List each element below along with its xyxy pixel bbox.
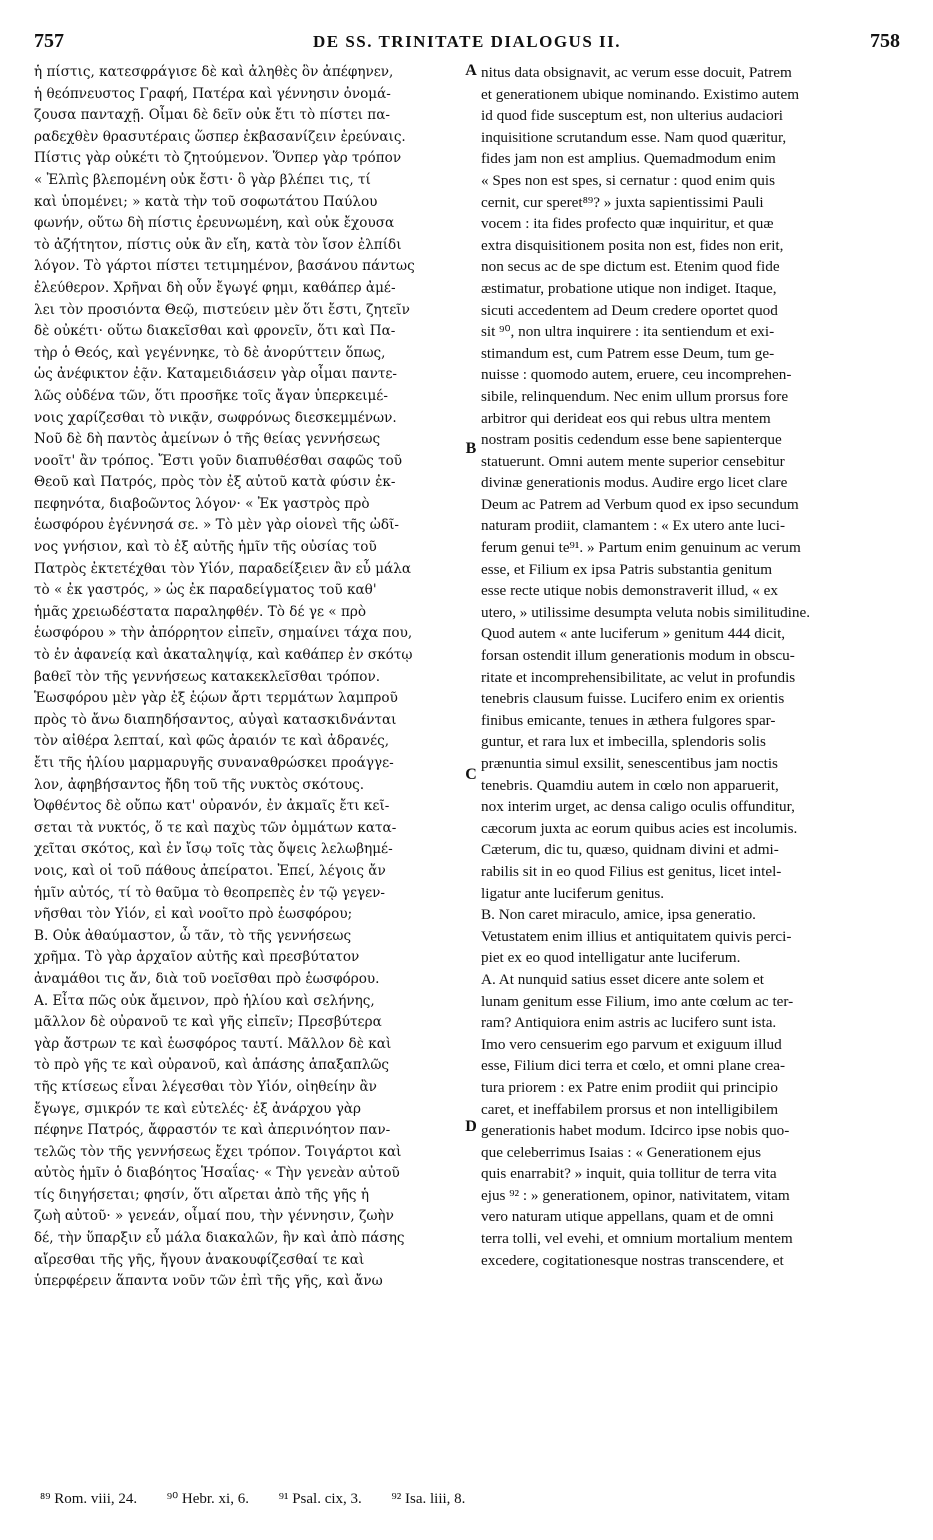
latin-text-line: finibus emicante, tenues in æthera fulgores spar- (481, 711, 776, 729)
latin-text-line: nostram positis cedendum esse bene sapienterque (481, 431, 782, 449)
page-number-left: 757 (34, 30, 64, 52)
latin-text-line: statuerunt. Omni autem mente superior censebitur (481, 452, 785, 470)
latin-text-line: caret, et ineffabilem prorsus et non intelligibilem (481, 1100, 779, 1118)
greek-text-line: τελῶς τὸν τῆς γεννήσεως ἔχει τρόπον. Τοιγάρτοι καὶ (34, 1143, 402, 1160)
greek-text-line: χρῆμα. Τὸ γὰρ ἀρχαῖον αὐτῆς καὶ πρεσβύτατον (34, 949, 360, 966)
greek-text-line: χεῖται σκότος, καὶ ἐν ἴσῳ τοῖς τὰς ὄψεις λελωβημέ- (34, 841, 393, 858)
greek-text-line: ἔτι τῆς ἡλίου μαρμαρυγῆς συναναθρώσκει προάγγε- (34, 755, 394, 771)
greek-text-line: Β. Οὐκ ἀθαύμαστον, ὦ τᾶν, τὸ τῆς γεννήσεως (34, 927, 352, 944)
greek-text-line: λει τὸν προσιόντα Θεῷ, πιστεύειν μὲν ὅτι ἔστι, ζητεῖν (34, 301, 410, 318)
greek-text-line: ὡς ἀνέφικτον ἐᾷν. Καταμειδιάσειν γὰρ οἶμαι παντε- (34, 366, 398, 383)
latin-text-line: prænuntia simul exsilit, senescentibus jam noctis (481, 755, 778, 772)
latin-text-line: que celeberrimus Isaias : « Generationem ejus (481, 1143, 762, 1161)
latin-text-line: Vetustatem enim illius et antiquitatem quivis perci- (481, 927, 792, 945)
greek-text-line: νῆσθαι τὸν Υἱόν, εἰ καὶ νοοῖτο πρὸ ἑωσφόρου; (34, 906, 353, 923)
greek-text-line: ζωὴ αὐτοῦ· » γενεάν, οἶμαί που, τὴν γέννησιν, ζωὴν (34, 1208, 394, 1225)
latin-text-line: naturam prodiit, clamantem : « Ex utero ante luci- (481, 517, 786, 535)
latin-text-line: ritate et incomprehensibilitate, ac velut in profundis (481, 668, 796, 686)
latin-text-line: æstimatur, probatione utique non indiget. Itaque, (481, 279, 777, 297)
greek-text-line: λόγον. Τὸ γάρτοι πίστει τετιμημένον, βασάνου πάντως (34, 258, 415, 275)
latin-text-line: cæcorum juxta ac eorum quibus acies est incolumis. (481, 819, 798, 837)
latin-text-line: ejus ⁹² : » generationem, opinor, nativitatem, vitam (481, 1186, 790, 1204)
greek-text-line: ἑωσφόρου » τὴν ἀπόρρητον εἰπεῖν, σημαίνει τάχα που, (34, 625, 413, 642)
greek-text-line: Ὀφθέντος δὲ οὔπω κατ' οὐρανόν, ἐν ἀκμαῖς ἔτι κεῖ- (34, 798, 390, 815)
latin-text-line: cernit, cur speret⁸⁹? » juxta sapientissimi Pauli (481, 193, 764, 211)
running-title: DE SS. TRINITATE DIALOGUS II. (312, 32, 622, 51)
greek-text-line: τὸν αἰθέρα λεπταί, καὶ φῶς ἀραιόν τε καὶ ἀδρανές, (34, 733, 390, 750)
latin-text-line: quis enarrabit? » inquit, quia tollitur de terra vita (481, 1165, 777, 1183)
latin-text-line: sibile, relinquendum. Nec enim ullum prorsus fore (481, 387, 789, 405)
greek-text-line: νοις, καὶ οἱ τοῦ πάθους ἀπείρατοι. Ἐπεί, λέγοις ἄν (34, 862, 386, 879)
latin-text-line: et generationem ubique nominando. Existimo autem (481, 85, 800, 103)
latin-text-line: id quod fide susceptum est, non ulterius audaciori (481, 107, 783, 125)
latin-text-line: ram? Antiquiora enim astris ac lucifero sunt ista. (481, 1014, 777, 1032)
greek-text-line: ἀναμάθοι τις ἄν, διὰ τοῦ νοεῖσθαι πρὸ ἑωσφόρου. (34, 970, 380, 987)
latin-text-line: esse, Filium dici terra et cœlo, et omni plane crea- (481, 1057, 786, 1075)
greek-text-line: Θεοῦ καὶ Πατρός, πρὸς τὸν ἐξ αὐτοῦ κατὰ φύσιν ἐκ- (34, 474, 396, 491)
greek-text-line: ἡ θεόπνευστος Γραφή, Πατέρα καὶ γέννησιν ὀνομά- (34, 85, 391, 102)
greek-text-line: λον, ἀφηβήσαντος ἤδη τοῦ τῆς νυκτὸς σκότους. (34, 776, 365, 793)
latin-text-line: terra tolli, vel evehi, et omnium mortalium mentem (481, 1230, 793, 1248)
greek-text-line: ἑωσφόρου ἐγέννησά σε. » Τὸ μὲν γὰρ οἱονεὶ τῆς ὠδῖ- (34, 517, 399, 534)
latin-text-line: vero naturam utique appellans, quam et de omni (481, 1208, 774, 1226)
margin-marker-d: D (465, 1118, 477, 1135)
greek-text-line: δέ, τὴν ὕπαρξιν εὖ μάλα διακαλῶν, ἣν καὶ ἀπὸ πάσης (34, 1230, 405, 1247)
greek-text-line: τὸ ἐν ἀφανείᾳ καὶ ἀκαταληψίᾳ, καὶ καθάπερ ἐν σκότῳ (34, 647, 413, 664)
latin-text-line: nox interim urget, ac densa caligo oculis offunditur, (481, 798, 795, 816)
greek-text-line: βαθεῖ τὸν τῆς γεννήσεως κατακεκλεῖσθαι τρόπον. (34, 668, 381, 685)
latin-text-line: generationis habet modum. Idcirco ipse nobis quo- (481, 1122, 790, 1140)
latin-text-line: inquisitione scrutandum esse. Nam quod quæritur, (481, 128, 787, 146)
latin-text-line: vocem : ita fides profecto quæ inquiritur, et quæ (481, 215, 774, 233)
latin-text-line: Quod autem « ante luciferum » genitum 444 dicit, (481, 625, 786, 643)
greek-text-line: σεται τὰ νυκτός, ὅ τε καὶ παχὺς τῶν ὀμμάτων κατα- (34, 819, 397, 836)
latin-text-line: stimandum est, cum Patrem esse Deum, tum ge- (481, 344, 775, 362)
footnote: ⁹² Isa. liii, 8. (391, 1491, 466, 1507)
latin-text-line: guntur, et rara lux et imbecilla, splendoris solis (481, 733, 766, 751)
latin-text-line: A. At nunquid satius esset dicere ante solem et (481, 970, 765, 988)
margin-marker-c: C (465, 766, 477, 783)
greek-text-line: αἴρεσθαι τῆς γῆς, ἤγουν ἀνακουφίζεσθαί τε καὶ (34, 1251, 365, 1268)
latin-text-line: utero, » utilissime desumpta veluta nobis similitudine. (481, 603, 811, 621)
greek-text-line: φωνήν, οὕτω δὴ πίστις ἐρευνωμένη, καὶ οὐκ ἔχουσα (34, 215, 395, 232)
greek-text-line: μᾶλλον δὲ οὐρανοῦ τε καὶ γῆς εἰπεῖν; Πρεσβύτερα (34, 1014, 382, 1031)
greek-text-line: αὐτὸς ἡμῖν ὁ διαβόητος Ἡσαΐας· « Τὴν γενεὰν αὐτοῦ (34, 1165, 400, 1182)
greek-text-line: καὶ ὑπομένει; » κατὰ τὴν τοῦ σοφωτάτου Παύλου (34, 193, 378, 210)
greek-text-line: Ἑωσφόρου μὲν γὰρ ἐξ ἑῴων ἄρτι τερμάτων λαμπροῦ (34, 690, 398, 707)
greek-text-line: νοις χαρίζεσθαι τὸ νικᾷν, σωφρόνως διεσκεμμένων. (34, 409, 397, 426)
latin-text-line: esse recte utique nobis demonstraverit illud, « ex (481, 582, 778, 600)
latin-text-line: lunam genitum esse Filium, imo ante cœlum ac ter- (481, 992, 794, 1010)
greek-text-line: τὸ ἀζήτητον, πίστις οὐκ ἂν εἴη, κατὰ τὸν ἴσον ἐλπίδι (34, 236, 402, 253)
latin-text-line: forsan ostendit illum generationis modum in obscu- (481, 647, 795, 665)
latin-text-line: tura priorem : ex Patre enim prodiit qui principio (481, 1078, 778, 1096)
footnote: ⁸⁹ Rom. viii, 24. (40, 1491, 138, 1507)
greek-text-line: ἡμῖν αὐτός, τί τὸ θαῦμα τὸ θεοπρεπὲς ἐν τῷ γεγεν- (34, 884, 386, 901)
greek-text-line: λῶς οὐδένα τῶν, ὅτι προσῆκε τοῖς ἄγαν ὑπερκειμέ- (34, 387, 388, 404)
greek-text-line: ἡ πίστις, κατεσφράγισε δὲ καὶ ἀληθὲς ὃν ἀπέφηνεν, (34, 64, 394, 80)
latin-text-line: arbitror qui derideat eos qui rebus ultra mentem (481, 409, 771, 427)
latin-text-line: divinæ generationis modus. Audire ergo licet clare (481, 474, 788, 492)
footnote: ⁹¹ Psal. cix, 3. (278, 1491, 362, 1507)
greek-text-line: πεφηνότα, διαβοῶντος λόγον· « Ἐκ γαστρὸς πρὸ (34, 495, 370, 512)
latin-text-line: tenebris. Quamdiu autem in cœlo non apparuerit, (481, 776, 779, 794)
latin-text-line: B. Non caret miraculo, amice, ipsa generatio. (481, 906, 756, 924)
running-header (34, 30, 900, 60)
footnote: ⁹⁰ Hebr. xi, 6. (166, 1491, 249, 1507)
latin-text-line: « Spes non est spes, si cernatur : quod enim quis (481, 171, 776, 189)
greek-text-line: τῆς κτίσεως εἶναι λέγεσθαι τὸν Υἱόν, οἰηθείην ἂν (34, 1078, 377, 1095)
greek-text-line: πρὸς τὸ ἄνω διαπηδήσαντος, αὐγαὶ κατασκιδνάνται (34, 711, 397, 728)
greek-text-line: δὲ οὐκέτι· οὕτω διακεῖσθαι καὶ φρονεῖν, ὅτι καὶ Πα- (34, 323, 396, 340)
latin-text-line: nuisse : quomodo autem, eruere, ceu incomprehen- (481, 366, 792, 384)
latin-text-line: Cæterum, dic tu, quæso, quidnam divini et admi- (481, 841, 779, 859)
greek-text-line: τὸ πρὸ γῆς τε καὶ οὐρανοῦ, καὶ ἁπάσης ἁπαξαπλῶς (34, 1057, 390, 1074)
latin-text-line: sicuti accedentem ad Deum credere oportet quod (481, 301, 778, 319)
latin-text-line: ferum genui te⁹¹. » Partum enim genuinum ac verum (481, 539, 801, 557)
greek-text-line: τὸ « ἐκ γαστρός, » ὡς ἐκ παραδείγματος τοῦ καθ' (34, 582, 377, 599)
latin-text-line: fides jam non est amplius. Quemadmodum enim (481, 150, 776, 168)
greek-text-line: « Ἐλπὶς βλεπομένη οὐκ ἔστι· ὃ γὰρ βλέπει τις, τί (34, 171, 371, 188)
latin-text-line: esse, et Filium ex ipsa Patris substantia genitum (481, 560, 773, 578)
greek-text-line: τὴρ ὁ Θεός, καὶ γεγέννηκε, τὸ δὲ ἀνορύττειν ὅπως, (34, 344, 386, 361)
margin-marker-a: A (465, 62, 477, 79)
greek-text-line: ὑπερφέρειν ἅπαντα νοῦν τῶν ἐπὶ τῆς γῆς, καὶ ἄνω (34, 1273, 383, 1290)
latin-text-line: Imo vero censuerim ego parvum et exiguum illud (481, 1035, 782, 1053)
greek-text-line: Πατρὸς ἐκτετέχθαι τὸν Υἱόν, παραδείξειεν ἂν εὖ μάλα (34, 560, 412, 577)
latin-text-line: non secus ac de spe dictum est. Etenim quod fide (481, 258, 780, 276)
greek-text-line: νοοῖτ' ἂν τρόπος. Ἔστι γοῦν διαπυθέσθαι σαφῶς τοῦ (34, 452, 403, 469)
latin-text-line: Deum ac Patrem ad Verbum quod ex ipso secundum (481, 495, 799, 513)
latin-text-line: excedere, cogitationesque nostras transcendere, et (481, 1251, 784, 1269)
footnotes (40, 1489, 900, 1508)
greek-text-line: τίς διηγήσεται; φησίν, ὅτι αἴρεται ἀπὸ τῆς γῆς ἡ (34, 1186, 369, 1203)
greek-text-line: ραδεχθὲν θρασυτέραις ὥσπερ ἐκβασανίζειν ἐρεύναις. (34, 128, 406, 145)
greek-text-line: ζουσα πανταχῇ. Οἶμαι δὲ δεῖν οὐκ ἔτι τὸ πίστει πα- (34, 107, 390, 124)
latin-text-line: rabilis sit in eo quod Filius est genitus, licet intel- (481, 862, 782, 880)
latin-text-line: ligatur ante luciferum genitus. (481, 884, 665, 902)
greek-text-line: Α. Εἶτα πῶς οὐκ ἄμεινον, πρὸ ἡλίου καὶ σελήνης, (34, 992, 375, 1009)
greek-text-line: γὰρ ἄστρων τε καὶ ἑωσφόρος ταυτί. Μᾶλλον δὲ καὶ (34, 1035, 392, 1052)
latin-text-line: nitus data obsignavit, ac verum esse docuit, Patrem (481, 64, 792, 81)
latin-text-line: extra disquisitionem posita non est, fides non erit, (481, 236, 784, 254)
greek-column (34, 62, 460, 1293)
latin-column (481, 62, 901, 1271)
greek-text-line: Νοῦ δὲ δὴ παντὸς ἀμείνων ὁ τῆς θείας γεννήσεως (34, 431, 381, 448)
greek-text-line: Πίστις γὰρ οὐκέτι τὸ ζητούμενον. Ὅνπερ γὰρ τρόπον (34, 150, 402, 167)
latin-text-line: piet ex eo quod intelligatur ante luciferum. (481, 949, 741, 967)
page-number-right: 758 (870, 30, 900, 52)
greek-text-line: ἡμᾶς χρειωδέστατα παραληφθέν. Τὸ δέ γε « πρὸ (34, 603, 367, 620)
greek-text-line: νος γνήσιον, καὶ τὸ ἐξ αὐτῆς ἡμῖν τῆς οὐσίας τοῦ (34, 539, 377, 556)
greek-text-line: ἔγωγε, σμικρόν τε καὶ εὐτελές· ἐξ ἀνάρχου γὰρ (34, 1100, 362, 1117)
latin-text-line: tenebris clausum fuisse. Lucifero enim ex orientis (481, 690, 785, 708)
greek-text-line: πέφηνε Πατρός, ἄφραστόν τε καὶ ἀπερινόητον παν- (34, 1122, 391, 1139)
margin-marker-b: B (465, 440, 477, 457)
latin-text-line: sit ⁹⁰, non ultra inquirere : ita sentiendum et exi- (481, 323, 775, 341)
greek-text-line: ἐλεύθερον. Χρῆναι δὴ οὖν ἔγωγέ φημι, καθάπερ ἀμέ- (34, 279, 396, 296)
